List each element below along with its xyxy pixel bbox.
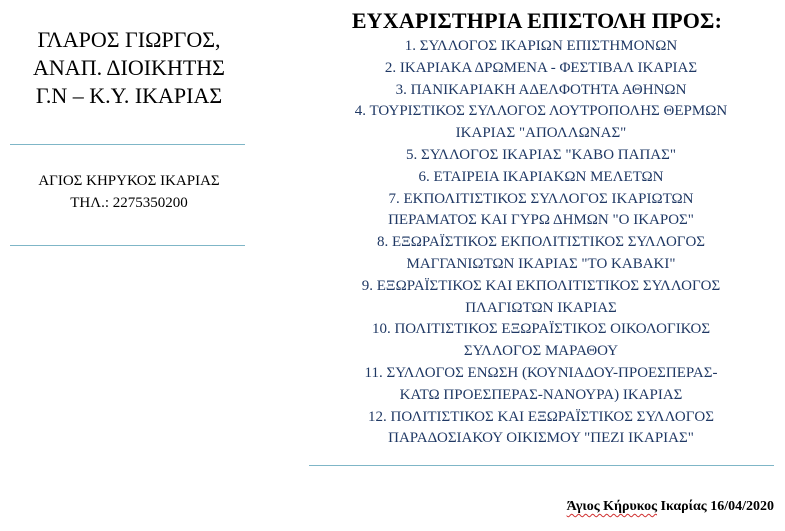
recipient-line: 1. ΣΥΛΛΟΓΟΣ ΙΚΑΡΙΩΝ ΕΠΙΣΤΗΜΟΝΩΝ [404, 38, 678, 54]
recipient-item [305, 276, 777, 320]
sender-name [10, 26, 248, 110]
recipient-line: 10. ΠΟΛΙΤΙΣΤΙΚΟΣ ΕΞΩΡΑΪΣΤΙΚΟΣ ΟΙΚΟΛΟΓΙΚΟΣ [371, 321, 711, 338]
divider-middle [10, 245, 245, 246]
recipient-line: ΠΛΑΓΙΩΤΩΝ ΙΚΑΡΙΑΣ [465, 299, 617, 316]
recipient-item [305, 407, 777, 451]
divider-top [10, 144, 245, 145]
sender-address: ΑΓΙΟΣ ΚΗΡΥΚΟΣ ΙΚΑΡΙΑΣ [38, 173, 220, 189]
recipient-line: 3. ΠΑΝΙΚΑΡΙΑΚΗ ΑΔΕΛΦΟΤΗΤΑ ΑΘΗΝΩΝ [395, 81, 687, 98]
recipient-line: 9. ΕΞΩΡΑΪΣΤΙΚΟΣ ΚΑΙ ΕΚΠΟΛΙΤΙΣΤΙΚΟΣ ΣΥΛΛΟΓΟΣ [361, 277, 721, 294]
recipient-list [305, 36, 777, 450]
letter-body [305, 6, 777, 450]
recipient-line: ΚΑΤΩ ΠΡΟΕΣΠΕΡΑΣ-ΝΑΝΟΥΡΑ) ΙΚΑΡΙΑΣ [399, 386, 683, 403]
recipient-line: 4. ΤΟΥΡΙΣΤΙΚΟΣ ΣΥΛΛΟΓΟΣ ΛΟΥΤΡΟΠΟΛΗΣ ΘΕΡΜΩΝ [354, 103, 728, 120]
sender-organization-line: Γ.Ν – Κ.Υ. ΙΚΑΡΙΑΣ [35, 83, 223, 108]
recipient-line: ΣΥΛΛΟΓΟΣ ΜΑΡΑΘΟΥ [463, 343, 619, 360]
recipient-line: 2. ΙΚΑΡΙΑΚΑ ΔΡΩΜΕΝΑ - ΦΕΣΤΙΒΑΛ ΙΚΑΡΙΑΣ [384, 59, 698, 76]
place-name: Άγιος Κήρυκος [566, 499, 658, 514]
recipient-item [305, 363, 777, 407]
recipient-item [305, 232, 777, 276]
recipient-item [305, 36, 777, 58]
recipient-item [305, 80, 777, 102]
recipient-line: 12. ΠΟΛΙΤΙΣΤΙΚΟΣ ΚΑΙ ΕΞΩΡΑΪΣΤΙΚΟΣ ΣΥΛΛΟΓΟΣ [368, 408, 714, 425]
recipient-line: ΠΑΡΑΔΟΣΙΑΚΟΥ ΟΙΚΙΣΜΟΥ "ΠΕΖΙ ΙΚΑΡΙΑΣ" [388, 430, 694, 447]
recipient-line: 7. ΕΚΠΟΛΙΤΙΣΤΙΚΟΣ ΣΥΛΛΟΓΟΣ ΙΚΑΡΙΩΤΩΝ [388, 190, 694, 207]
divider-bottom [309, 465, 774, 466]
recipient-item [305, 101, 777, 145]
letter-heading: ΕΥΧΑΡΙΣΤΗΡΙΑ ΕΠΙΣΤΟΛΗ ΠΡΟΣ: [351, 8, 723, 33]
date-text: Ικαρίας 16/04/2020 [660, 499, 774, 514]
recipient-item [305, 58, 777, 80]
recipient-line: 5. ΣΥΛΛΟΓΟΣ ΙΚΑΡΙΑΣ "ΚΑΒΟ ΠΑΠΑΣ" [406, 146, 676, 163]
recipient-line: ΠΕΡΑΜΑΤΟΣ ΚΑΙ ΓΥΡΩ ΔΗΜΩΝ "Ο ΙΚΑΡΟΣ" [388, 212, 694, 229]
recipient-line: 11. ΣΥΛΛΟΓΟΣ ΕΝΩΣΗ (ΚΟΥΝΙΑΔΟΥ-ΠΡΟΕΣΠΕΡΑΣ- [364, 364, 718, 381]
sender-title-line: ΑΝΑΠ. ΔΙΟΙΚΗΤΗΣ [33, 55, 225, 80]
sender-name-line: ΓΛΑΡΟΣ ΓΙΩΡΓΟΣ, [37, 27, 221, 52]
recipient-item [305, 167, 777, 189]
recipient-line: ΜΑΓΓΑΝΙΩΤΩΝ ΙΚΑΡΙΑΣ "ΤΟ ΚΑΒΑΚΙ" [406, 255, 676, 272]
recipient-line: ΙΚΑΡΙΑΣ "ΑΠΟΛΛΩΝΑΣ" [455, 125, 627, 142]
recipient-item [305, 319, 777, 363]
recipient-line: 6. ΕΤΑΙΡΕΙΑ ΙΚΑΡΙΑΚΩΝ ΜΕΛΕΤΩΝ [418, 168, 664, 185]
sender-contact [10, 170, 248, 214]
place-date [567, 499, 774, 515]
sender-phone: ΤΗΛ.: 2275350200 [70, 195, 188, 211]
recipient-item [305, 189, 777, 233]
recipient-line: 8. ΕΞΩΡΑΪΣΤΙΚΟΣ ΕΚΠΟΛΙΤΙΣΤΙΚΟΣ ΣΥΛΛΟΓΟΣ [376, 234, 706, 251]
recipient-item [305, 145, 777, 167]
